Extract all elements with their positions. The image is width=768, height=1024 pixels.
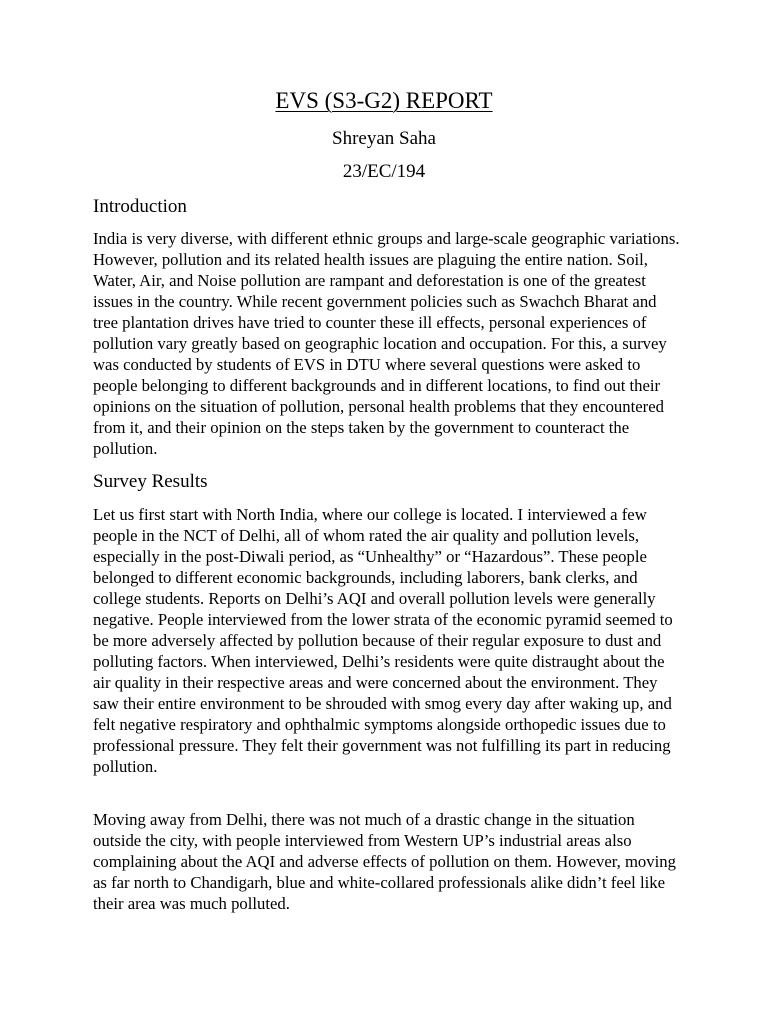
section-heading-survey-results: Survey Results xyxy=(93,471,208,492)
survey-results-paragraph-1: Let us first start with North India, where our college is located. I interviewed a few people in the NCT of Delhi, all of whom rated the air quality and pollution levels, especially in the post-Diwali period, as “Unhealthy” or “Hazardous”. These people belonged to different economic backgrounds, including laborers, bank clerks, and college students. Reports on Delhi’s AQI and overall pollution levels were generally negative. People interviewed from the lower strata of the economic pyramid seemed to be more adversely affected by pollution because of their regular exposure to dust and polluting factors. When interviewed, Delhi’s residents were quite distraught about the air quality in their respective areas and were concerned about the environment. They saw their entire environment to be shrouded with smog every day after waking up, and felt negative respiratory and ophthalmic symptoms alongside orthopedic issues due to professional pressure. They felt their government was not fulfilling its part in reducing pollution. xyxy=(93,505,673,776)
section-heading-introduction: Introduction xyxy=(93,196,187,217)
roll-number: 23/EC/194 xyxy=(342,161,426,182)
author-name: Shreyan Saha xyxy=(332,128,436,149)
report-title: EVS (S3-G2) REPORT xyxy=(275,88,493,113)
survey-results-paragraph-2: Moving away from Delhi, there was not much of a drastic change in the situation outside the city, with people interviewed from Western UP’s industrial areas also complaining about the AQI and adverse effects of pollution on them. However, moving as far north to Chandigarh, blue and white-collared professionals alike didn’t feel like their area was much polluted. xyxy=(93,810,676,913)
introduction-paragraph: India is very diverse, with different ethnic groups and large-scale geographic variations. However, pollution and its related health issues are plaguing the entire nation. Soil, Water, Air, and Noise pollution are rampant and deforestation is one of the greatest issues in the country. While recent government policies such as Swachch Bharat and tree plantation drives have tried to counter these ill effects, personal experiences of pollution vary greatly based on geographic location and occupation. For this, a survey was conducted by students of EVS in DTU where several questions were asked to people belonging to different backgrounds and in different locations, to find out their opinions on the situation of pollution, personal health problems that they encountered from it, and their opinion on the steps taken by the government to counteract the pollution. xyxy=(93,229,680,458)
